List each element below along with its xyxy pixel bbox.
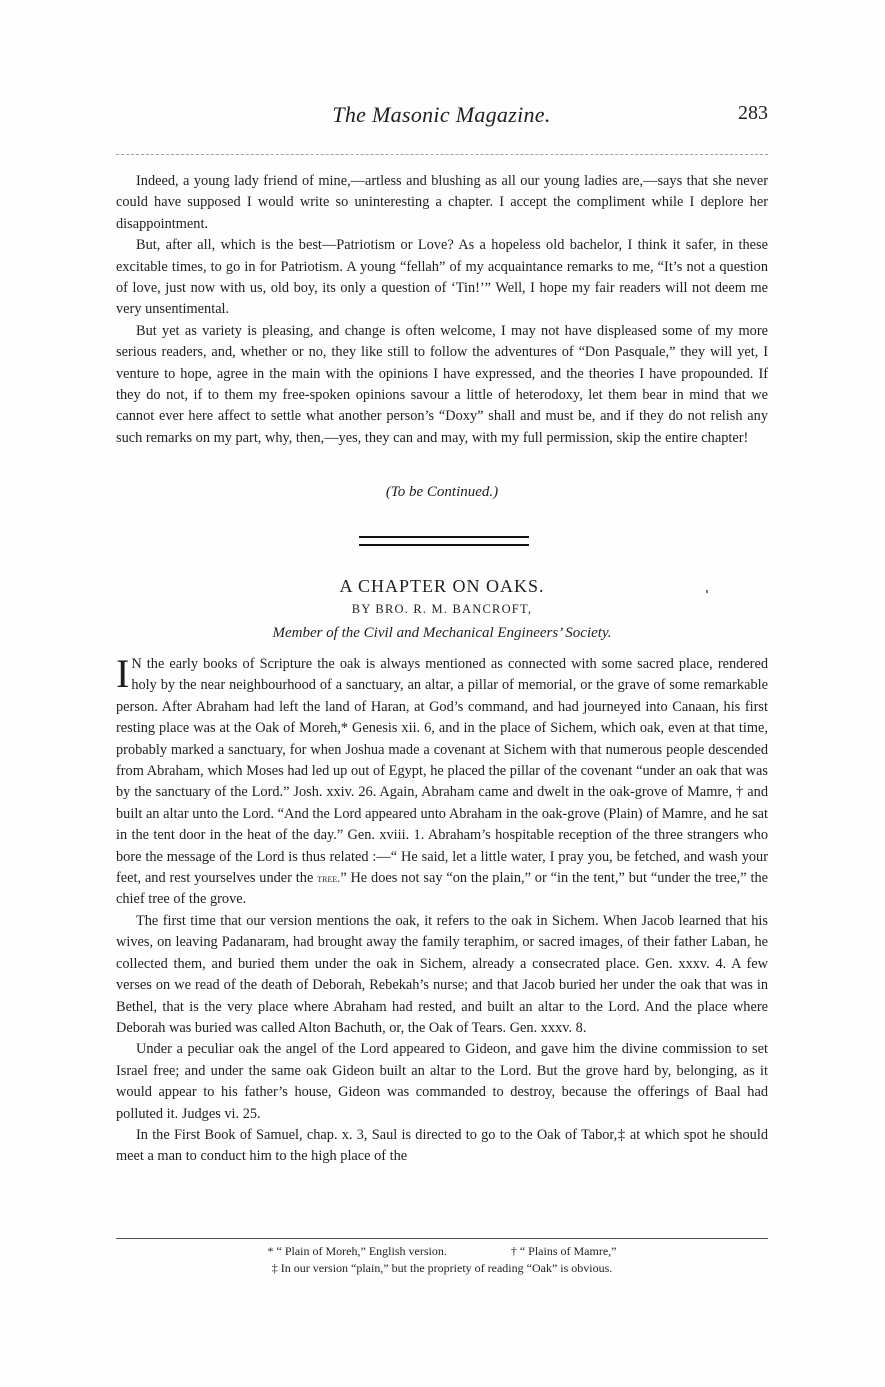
article-byline: BY BRO. R. M. BANCROFT,: [351, 602, 533, 616]
footnote-line-2: [116, 1260, 768, 1277]
continued-story-text: [116, 171, 768, 449]
article-paragraph-1: [116, 651, 768, 911]
to-be-continued-note: (To be Continued.): [385, 484, 499, 500]
drop-cap: I: [116, 651, 130, 696]
article-paragraph-1-end: ” He does not say “on the plain,” or “in the tent,” but “under the tree,” the chief tree of the grove.: [116, 870, 768, 908]
running-title: The Masonic Magazine.: [332, 102, 551, 127]
footnote-tabor: ‡ In our version “plain,” but the propriety of reading “Oak” is obvious.: [271, 1261, 613, 1275]
footnote-moreh: * “ Plain of Moreh,” English version.: [267, 1244, 447, 1258]
article-paragraph-2: The first time that our version mentions the oak, it refers to the oak in Sichem. When Jacob learned that his wives, on leaving Padanaram, had brought away the family teraphim, or sacred images, of their father Laban, he collected them, and buried them under the oak in Sichem, already a consecrated place. Gen. xxxv. 4. A few verses on we read of the death of Deborah, Rebekah’s nurse; and that Jacob buried her under the oak that was in Bethel, that is the very place where Abraham had rested, and built an altar to the Lord. And the place where Deborah was buried was called Alton Bachuth, or, the Oak of Tears. Gen. xxxv. 8.: [116, 912, 768, 1036]
article-paragraph-4: In the First Book of Samuel, chap. x. 3, Saul is directed to go to the Oak of Tabor,‡ at which spot he should meet a man to conduct him to the high place of the: [116, 1126, 768, 1165]
footnotes: [116, 1243, 768, 1277]
continuation-paragraph-2: But, after all, which is the best—Patriotism or Love? As a hopeless old bachelor, I think it safer, in these excitable times, to go in for Patriotism. A young “fellah” of my acquaintance remarks to me, “It’s not a question of love, just now with us, old boy, its only a question of ‘Tin!’” Well, I hope my fair readers will not deem me very unsentimental.: [116, 237, 768, 318]
footnote-mamre: † “ Plains of Mamre,”: [510, 1244, 617, 1258]
article-title: A CHAPTER ON OAKS.: [339, 576, 545, 596]
author-affiliation: Member of the Civil and Mechanical Engineers’ Society.: [272, 625, 612, 641]
page-number: 283: [738, 102, 768, 124]
article-paragraph-1-smallcaps: tree.: [317, 871, 341, 886]
section-divider: [359, 536, 529, 546]
footnote-line-1: [116, 1243, 768, 1260]
article-body: [116, 651, 768, 1168]
footnote-rule: [116, 1238, 768, 1239]
header-rule: [116, 154, 768, 155]
page-header: [115, 102, 768, 132]
continuation-paragraph-3: But yet as variety is pleasing, and change is often welcome, I may not have displeased some of my more serious readers, and, whether or no, they like still to follow the adventures of “Don Pasquale,” they will yet, I venture to hope, agree in the main with the opinions I have expressed, and the theories I have propounded. If they do not, if to them my free-spoken opinions savour a little of heterodoxy, let them bear in mind that we cannot ever here affect to settle what another person’s “Doxy” shall and must be, and if they do not relish any such remarks on my part, why, then,—yes, they can and may, with my full permission, skip the entire chapter!: [116, 322, 768, 446]
continuation-paragraph-1: Indeed, a young lady friend of mine,—artless and blushing as all our young ladies are,—says that she never could have supposed I would write so uninteresting a chapter. I accept the compliment while I deplore her disappointment.: [116, 173, 768, 232]
article-paragraph-1-text: N the early books of Scripture the oak is always mentioned as connected with some sacred place, rendered holy by the near neighbourhood of a sanctuary, an altar, a pillar of memorial, or the grave of some remarkable person. After Abraham had left the land of Haran, at God’s command, and had journeyed into Canaan, his first resting place was at the Oak of Moreh,* Genesis xii. 6, and in the place of Sichem, which oak, even at that time, probably marked a sanctuary, for when Joshua made a covenant at Sichem with that numerous people descended from Abraham, which Moses had led up out of Egypt, he placed the pillar of the covenant “under an oak that was by the sanctuary of the Lord.” Josh. xxiv. 26. Again, Abraham came and dwelt in the oak-grove of Mamre, † and built an altar unto the Lord. “And the Lord appeared unto Abraham in the oak-grove (Plain) of Mamre, and he sat in the tent door in the heat of the day.” Gen. xviii. 1. Abraham’s hospitable reception of the three strangers who bore the message of the Lord is thus related :—“ He said, let a little water, I pray you, be fetched, and wash your feet, and rest yourselves under the: [116, 656, 768, 887]
article-paragraph-3: Under a peculiar oak the angel of the Lord appeared to Gideon, and gave him the divine commission to set Israel free; and under the same oak Gideon built an altar to the Lord. But the grove hard by, belonging, as it would appear to his father’s house, Gideon was commanded to destroy, because the offerings of Baal had polluted it. Judges vi. 25.: [116, 1041, 768, 1122]
